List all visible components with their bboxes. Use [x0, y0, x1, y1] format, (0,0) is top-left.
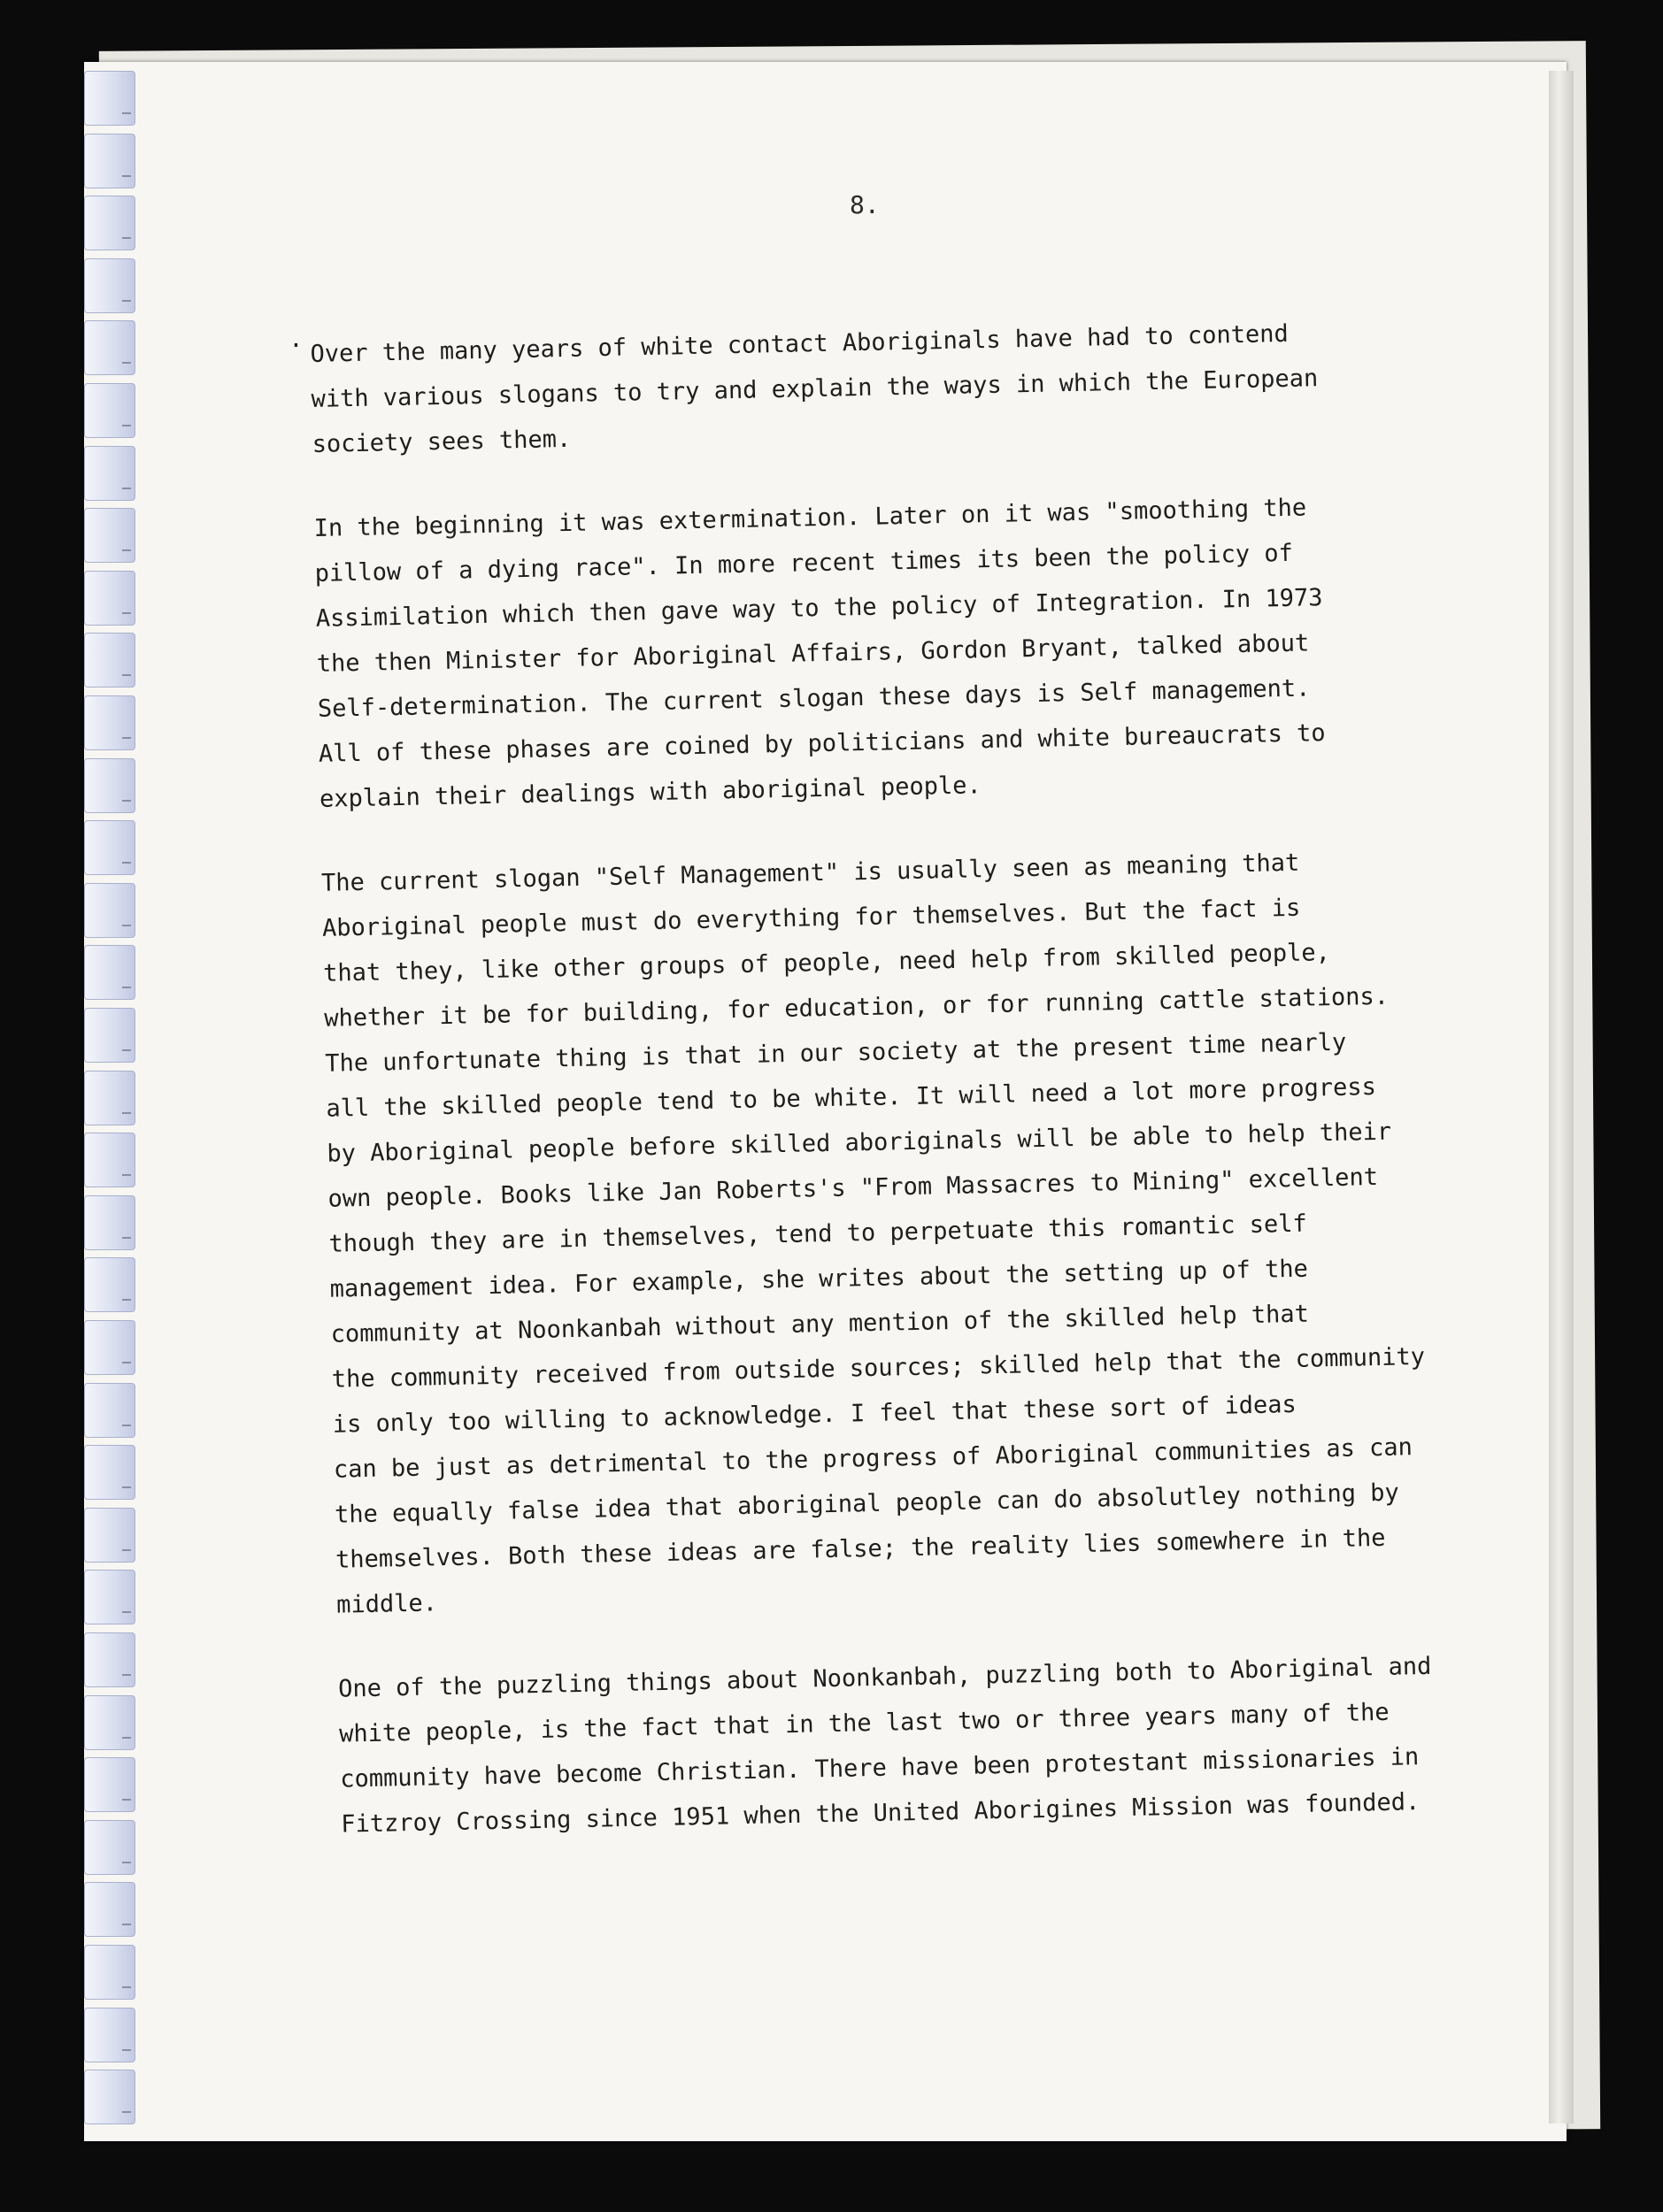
binding-coil [84, 945, 135, 1000]
binding-coil [84, 2008, 135, 2062]
text-line: that they, like other groups of people, need help from skilled people, [322, 939, 1331, 987]
binding-coil [84, 1445, 135, 1500]
spiral-binding [84, 71, 137, 2132]
text-line: One of the puzzling things about Noonkanbah, puzzling both to Aboriginal and [337, 1652, 1432, 1703]
binding-coil [84, 695, 135, 750]
paragraph [338, 1642, 1519, 1847]
document-body [289, 307, 1520, 1886]
text-line: white people, is the fact that in the last two or three years many of the [338, 1698, 1390, 1748]
text-line: Aboriginal people must do everything for themselves. But the fact is [321, 894, 1301, 942]
page-stack-edge [1549, 71, 1574, 2124]
binding-coil [84, 633, 135, 687]
binding-coil [84, 883, 135, 938]
text-line: In the beginning it was extermination. Later on it was "smoothing the [313, 494, 1307, 542]
text-line: Self-determination. The current slogan these days is Self management. [317, 674, 1311, 723]
binding-coil [84, 134, 135, 188]
text-line: All of these phases are coined by politicians and white bureaucrats to [318, 719, 1326, 768]
text-line: Fitzroy Crossing since 1951 when the United Aborigines Mission was founded. [341, 1788, 1420, 1839]
binding-coil [84, 508, 135, 563]
binding-coil [84, 1008, 135, 1063]
paragraph [321, 836, 1514, 1628]
binding-coil [84, 1945, 135, 2000]
binding-coil [84, 1632, 135, 1687]
binding-coil [84, 383, 135, 438]
text-line: community at Noonkanbah without any mention of the skilled help that [330, 1300, 1310, 1348]
binding-coil [84, 1508, 135, 1563]
text-line: the equally false idea that aboriginal people can do absolutley nothing by [334, 1479, 1399, 1529]
text-line: by Aboriginal people before skilled aboriginals will be able to help their [327, 1118, 1392, 1168]
binding-coil [84, 320, 135, 375]
text-line: can be just as detrimental to the progress of Aboriginal communities as can [333, 1433, 1413, 1484]
binding-coil [84, 1570, 135, 1624]
text-line: Assimilation which then gave way to the policy of Integration. In 1973 [315, 584, 1323, 633]
text-line: The current slogan "Self Management" is usually seen as meaning that [320, 849, 1300, 897]
binding-coil [84, 1882, 135, 1937]
paragraph [289, 307, 1490, 467]
text-line: all the skilled people tend to be white. It will need a lot more progress [326, 1072, 1377, 1123]
binding-coil [84, 196, 135, 250]
binding-coil [84, 1757, 135, 1812]
text-line: pillow of a dying race". In more recent times its been the policy of [314, 539, 1294, 588]
text-line: themselves. Both these ideas are false; the reality lies somewhere in the [335, 1524, 1386, 1574]
text-line: Over the many years of white contact Aboriginals have had to contend [310, 319, 1289, 368]
text-line: with various slogans to try and explain the ways in which the European [311, 365, 1319, 413]
text-line: whether it be for building, for education, or for running cattle stations. [323, 982, 1390, 1033]
binding-coil [84, 1820, 135, 1875]
binding-coil [84, 1257, 135, 1312]
text-line: management idea. For example, she writes about the setting up of the [329, 1255, 1309, 1303]
text-line: the then Minister for Aboriginal Affairs, Gordon Bryant, talked about [316, 629, 1310, 678]
margin-bullet: · [289, 332, 304, 360]
binding-coil [84, 571, 135, 626]
binding-coil [84, 1695, 135, 1750]
binding-coil [84, 1320, 135, 1375]
binding-coil [84, 820, 135, 875]
binding-coil [84, 1195, 135, 1250]
paragraph [313, 481, 1497, 822]
page-number: 8. [850, 190, 880, 219]
text-line: explain their dealings with aboriginal people. [319, 772, 982, 813]
text-line: middle. [335, 1589, 438, 1619]
binding-coil [84, 1133, 135, 1187]
binding-coil [84, 758, 135, 813]
binding-coil [84, 71, 135, 126]
text-line: The unfortunate thing is that in our society at the present time nearly [325, 1028, 1347, 1078]
binding-coil [84, 1383, 135, 1438]
text-line: is only too willing to acknowledge. I feel that these sort of ideas [332, 1390, 1297, 1439]
text-line: own people. Books like Jan Roberts's "From Massacres to Mining" excellent [327, 1163, 1379, 1213]
text-line: the community received from outside sources; skilled help that the community [331, 1342, 1426, 1394]
binding-coil [84, 446, 135, 501]
text-line: society sees them. [312, 425, 572, 458]
text-line: though they are in themselves, tend to perpetuate this romantic self [328, 1210, 1308, 1258]
binding-coil [84, 2070, 135, 2124]
text-line: community have become Christian. There have been protestant missionaries in [339, 1743, 1420, 1793]
binding-coil [84, 258, 135, 313]
binding-coil [84, 1071, 135, 1125]
